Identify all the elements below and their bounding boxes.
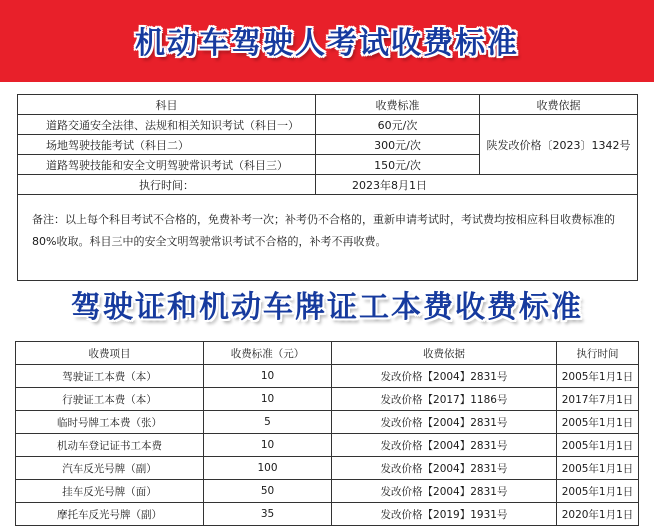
table-row xyxy=(16,388,639,411)
basis-cell: 发改价格【2019】1931号 xyxy=(332,503,557,526)
date-cell: 2017年7月1日 xyxy=(557,388,639,411)
effective-date: 2023年8月1日 xyxy=(316,175,638,195)
page-title: 机动车驾驶人考试收费标准 xyxy=(135,26,519,61)
fee-cell: 60元/次 xyxy=(316,115,480,135)
subject-cell: 场地驾驶技能考试（科目二） xyxy=(18,135,316,155)
date-cell: 2005年1月1日 xyxy=(557,480,639,503)
date-cell: 2005年1月1日 xyxy=(557,411,639,434)
date-cell: 2005年1月1日 xyxy=(557,457,639,480)
item-cell: 机动车登记证书工本费 xyxy=(16,434,204,457)
column-header: 收费依据 xyxy=(480,95,638,115)
fee-cell: 10 xyxy=(204,434,332,457)
fee-cell: 50 xyxy=(204,480,332,503)
exam-fee-table xyxy=(17,94,638,281)
basis-cell: 发改价格【2004】2831号 xyxy=(332,411,557,434)
fee-cell: 100 xyxy=(204,457,332,480)
fee-cell: 10 xyxy=(204,365,332,388)
table-row xyxy=(16,365,639,388)
basis-cell: 发改价格【2004】2831号 xyxy=(332,434,557,457)
fee-cell: 35 xyxy=(204,503,332,526)
basis-cell: 陕发改价格〔2023〕1342号 xyxy=(480,115,638,175)
column-header: 执行时间 xyxy=(557,342,639,365)
table-row xyxy=(16,411,639,434)
item-cell: 行驶证工本费（本） xyxy=(16,388,204,411)
item-cell: 摩托车反光号牌（副） xyxy=(16,503,204,526)
fee-cell: 150元/次 xyxy=(316,155,480,175)
table-row xyxy=(16,457,639,480)
table-row xyxy=(16,434,639,457)
column-header: 收费项目 xyxy=(16,342,204,365)
subject-cell: 道路交通安全法律、法规和相关知识考试（科目一） xyxy=(18,115,316,135)
date-cell: 2005年1月1日 xyxy=(557,434,639,457)
item-cell: 挂车反光号牌（面） xyxy=(16,480,204,503)
table-row xyxy=(18,115,638,135)
column-header: 科目 xyxy=(18,95,316,115)
item-cell: 临时号牌工本费（张） xyxy=(16,411,204,434)
table-header-row xyxy=(16,342,639,365)
basis-cell: 发改价格【2004】2831号 xyxy=(332,457,557,480)
item-cell: 汽车反光号牌（副） xyxy=(16,457,204,480)
date-cell: 2020年1月1日 xyxy=(557,503,639,526)
fee-cell: 10 xyxy=(204,388,332,411)
fee-cell: 300元/次 xyxy=(316,135,480,155)
cert-fee-table xyxy=(15,341,639,526)
section-title: 驾驶证和机动车牌证工本费收费标准 xyxy=(71,290,583,325)
subject-cell: 道路驾驶技能和安全文明驾驶常识考试（科目三） xyxy=(18,155,316,175)
table-header-row xyxy=(18,95,638,115)
column-header: 收费标准（元） xyxy=(204,342,332,365)
date-cell: 2005年1月1日 xyxy=(557,365,639,388)
basis-cell: 发改价格【2004】2831号 xyxy=(332,365,557,388)
fee-cell: 5 xyxy=(204,411,332,434)
item-cell: 驾驶证工本费（本） xyxy=(16,365,204,388)
basis-cell: 发改价格【2004】2831号 xyxy=(332,480,557,503)
note-text: 备注：以上每个科目考试不合格的，免费补考一次；补考仍不合格的，重新申请考试时，考试费均按相应科目收费标准的80%收取。科目三中的安全文明驾驶常识考试不合格的，补考不再收费。 xyxy=(18,195,638,281)
table-row xyxy=(16,503,639,526)
column-header: 收费标准 xyxy=(316,95,480,115)
column-header: 收费依据 xyxy=(332,342,557,365)
note-row xyxy=(18,195,638,281)
effective-row xyxy=(18,175,638,195)
effective-label: 执行时间： xyxy=(18,175,316,195)
table-row xyxy=(16,480,639,503)
basis-cell: 发改价格【2017】1186号 xyxy=(332,388,557,411)
